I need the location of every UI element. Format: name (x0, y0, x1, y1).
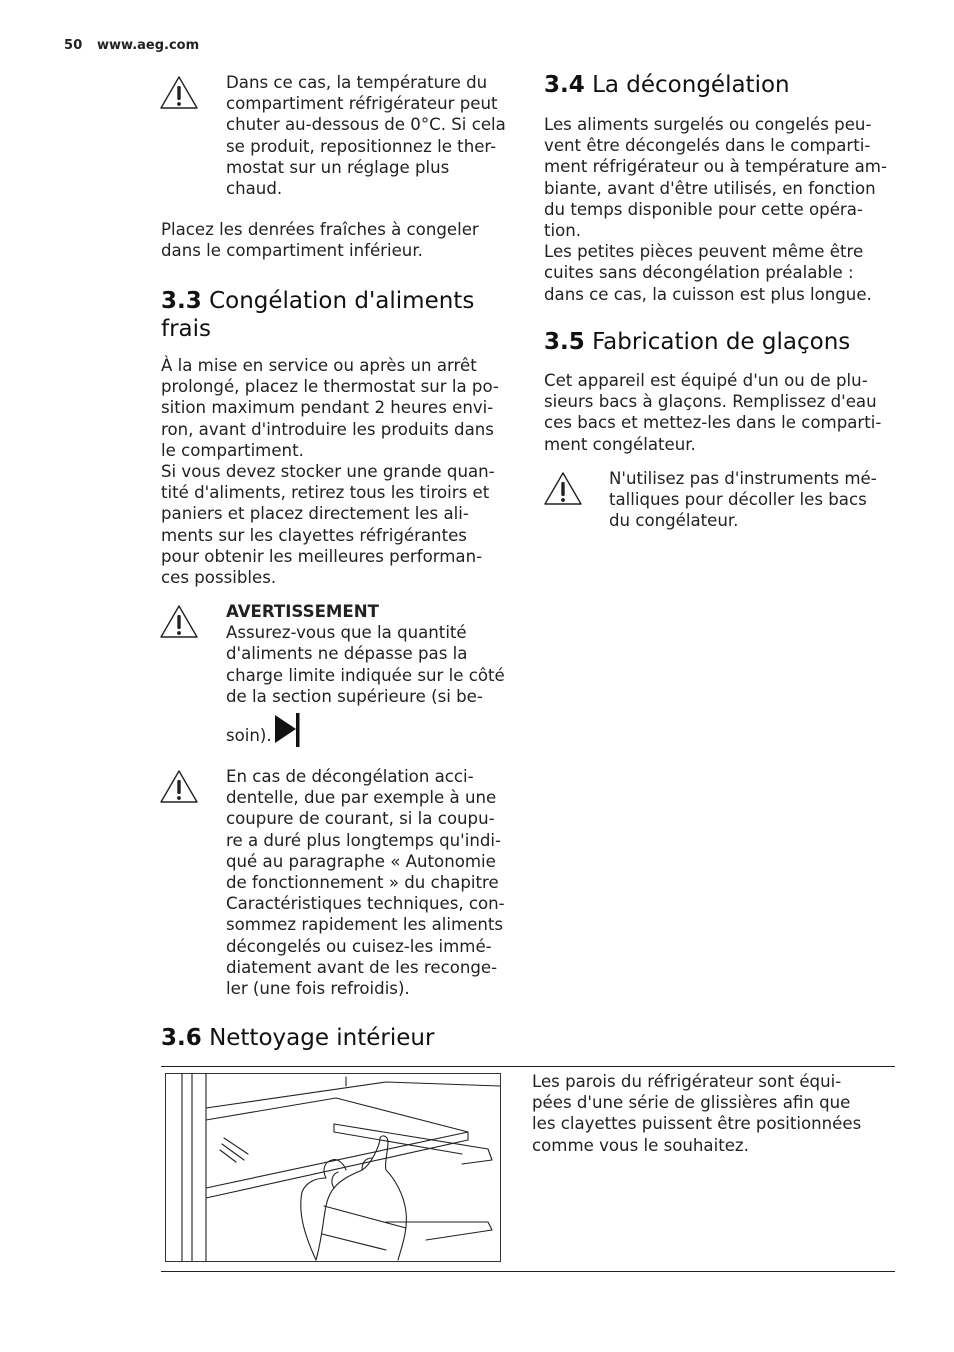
warning-text-3: En cas de décongélation acci- dentelle, due par exemple à une coupure de courant, si la coupu- re a duré plus longtemps qu'indi- qué au paragraphe « Autonomie de fonctionnement » du chapitre Caractéristiques techniques, con- sommez rapidement les aliments décongelés ou cuisez-les immé- diatement avant de les reconge- ler (une fois refroidis). (226, 767, 505, 999)
paragraph-thawing: Les aliments surgelés ou congelés peu- vent être décongelés dans le comparti- ment réfrigérateur ou à température am- biante, avant d'être utilisés, en fonction du temps disponible pour cette opéra- tion. Les petites pièces peuvent même être cuites sans décongélation préalable : dans ce cas, la cuisson est plus longue. (544, 115, 887, 304)
warning-title: AVERTISSEMENT (226, 602, 379, 621)
shelf-illustration (165, 1073, 501, 1262)
section-3-6-heading: 3.6 Nettoyage intérieur (161, 1025, 435, 1051)
paragraph-freezing: À la mise en service ou après un arrêt prolongé, placez le thermostat sur la po- sition maximum pendant 2 heures envi- ron, avant d'introduire les produits dans le compartiment. Si vous devez stocker une grande quan- tité d'aliments, retirez tous les tiroirs et paniers et placez directement les ali- ments sur les clayettes réfrigérantes pour obtenir les meilleures performan- ces possibles. (161, 356, 499, 588)
paragraph-ice-cubes: Cet appareil est équipé d'un ou de plu- sieurs bacs à glaçons. Remplissez d'eau ces bacs et mettez-les dans le comparti- ment congélateur. (544, 371, 882, 454)
section-3-5-heading: 3.5 Fabrication de glaçons (544, 329, 851, 355)
paragraph-fresh-food: Placez les denrées fraîches à congeler dans le compartiment inférieur. (161, 220, 479, 261)
page-number: 50 (64, 38, 83, 53)
divider-bottom (161, 1271, 895, 1272)
divider-top (161, 1066, 895, 1067)
warning-triangle-icon (159, 75, 199, 111)
shelf-limit-symbol-icon (274, 711, 302, 749)
section-3-4-heading: 3.4 La décongélation (544, 72, 790, 98)
shelf-drawing (166, 1074, 500, 1261)
warning-text-2: AVERTISSEMENT Assurez-vous que la quantité d'aliments ne dépasse pas la charge limite indiquée sur le côté de la section supérieure (si be- (226, 602, 505, 706)
warning-text-1: Dans ce cas, la température du compartiment réfrigérateur peut chuter au-dessous de 0°C. Si cela se produit, repositionnez le ther- mostat sur un réglage plus chaud. (226, 73, 506, 199)
warning-triangle-icon (159, 604, 199, 640)
warning-triangle-icon (543, 471, 583, 507)
paragraph-interior-cleaning: Les parois du réfrigérateur sont équi- pées d'une série de glissières afin que les clayettes puissent être positionnées comme vous le souhaitez. (532, 1072, 862, 1155)
section-3-3-heading: 3.3 Congélation d'aliments frais (161, 288, 475, 342)
site-url: www.aeg.com (97, 38, 200, 53)
warning-text-2-end: soin). (226, 726, 272, 745)
warning-triangle-icon (159, 769, 199, 805)
warning-text-4: N'utilisez pas d'instruments mé- talliques pour décoller les bacs du congélateur. (609, 469, 877, 531)
